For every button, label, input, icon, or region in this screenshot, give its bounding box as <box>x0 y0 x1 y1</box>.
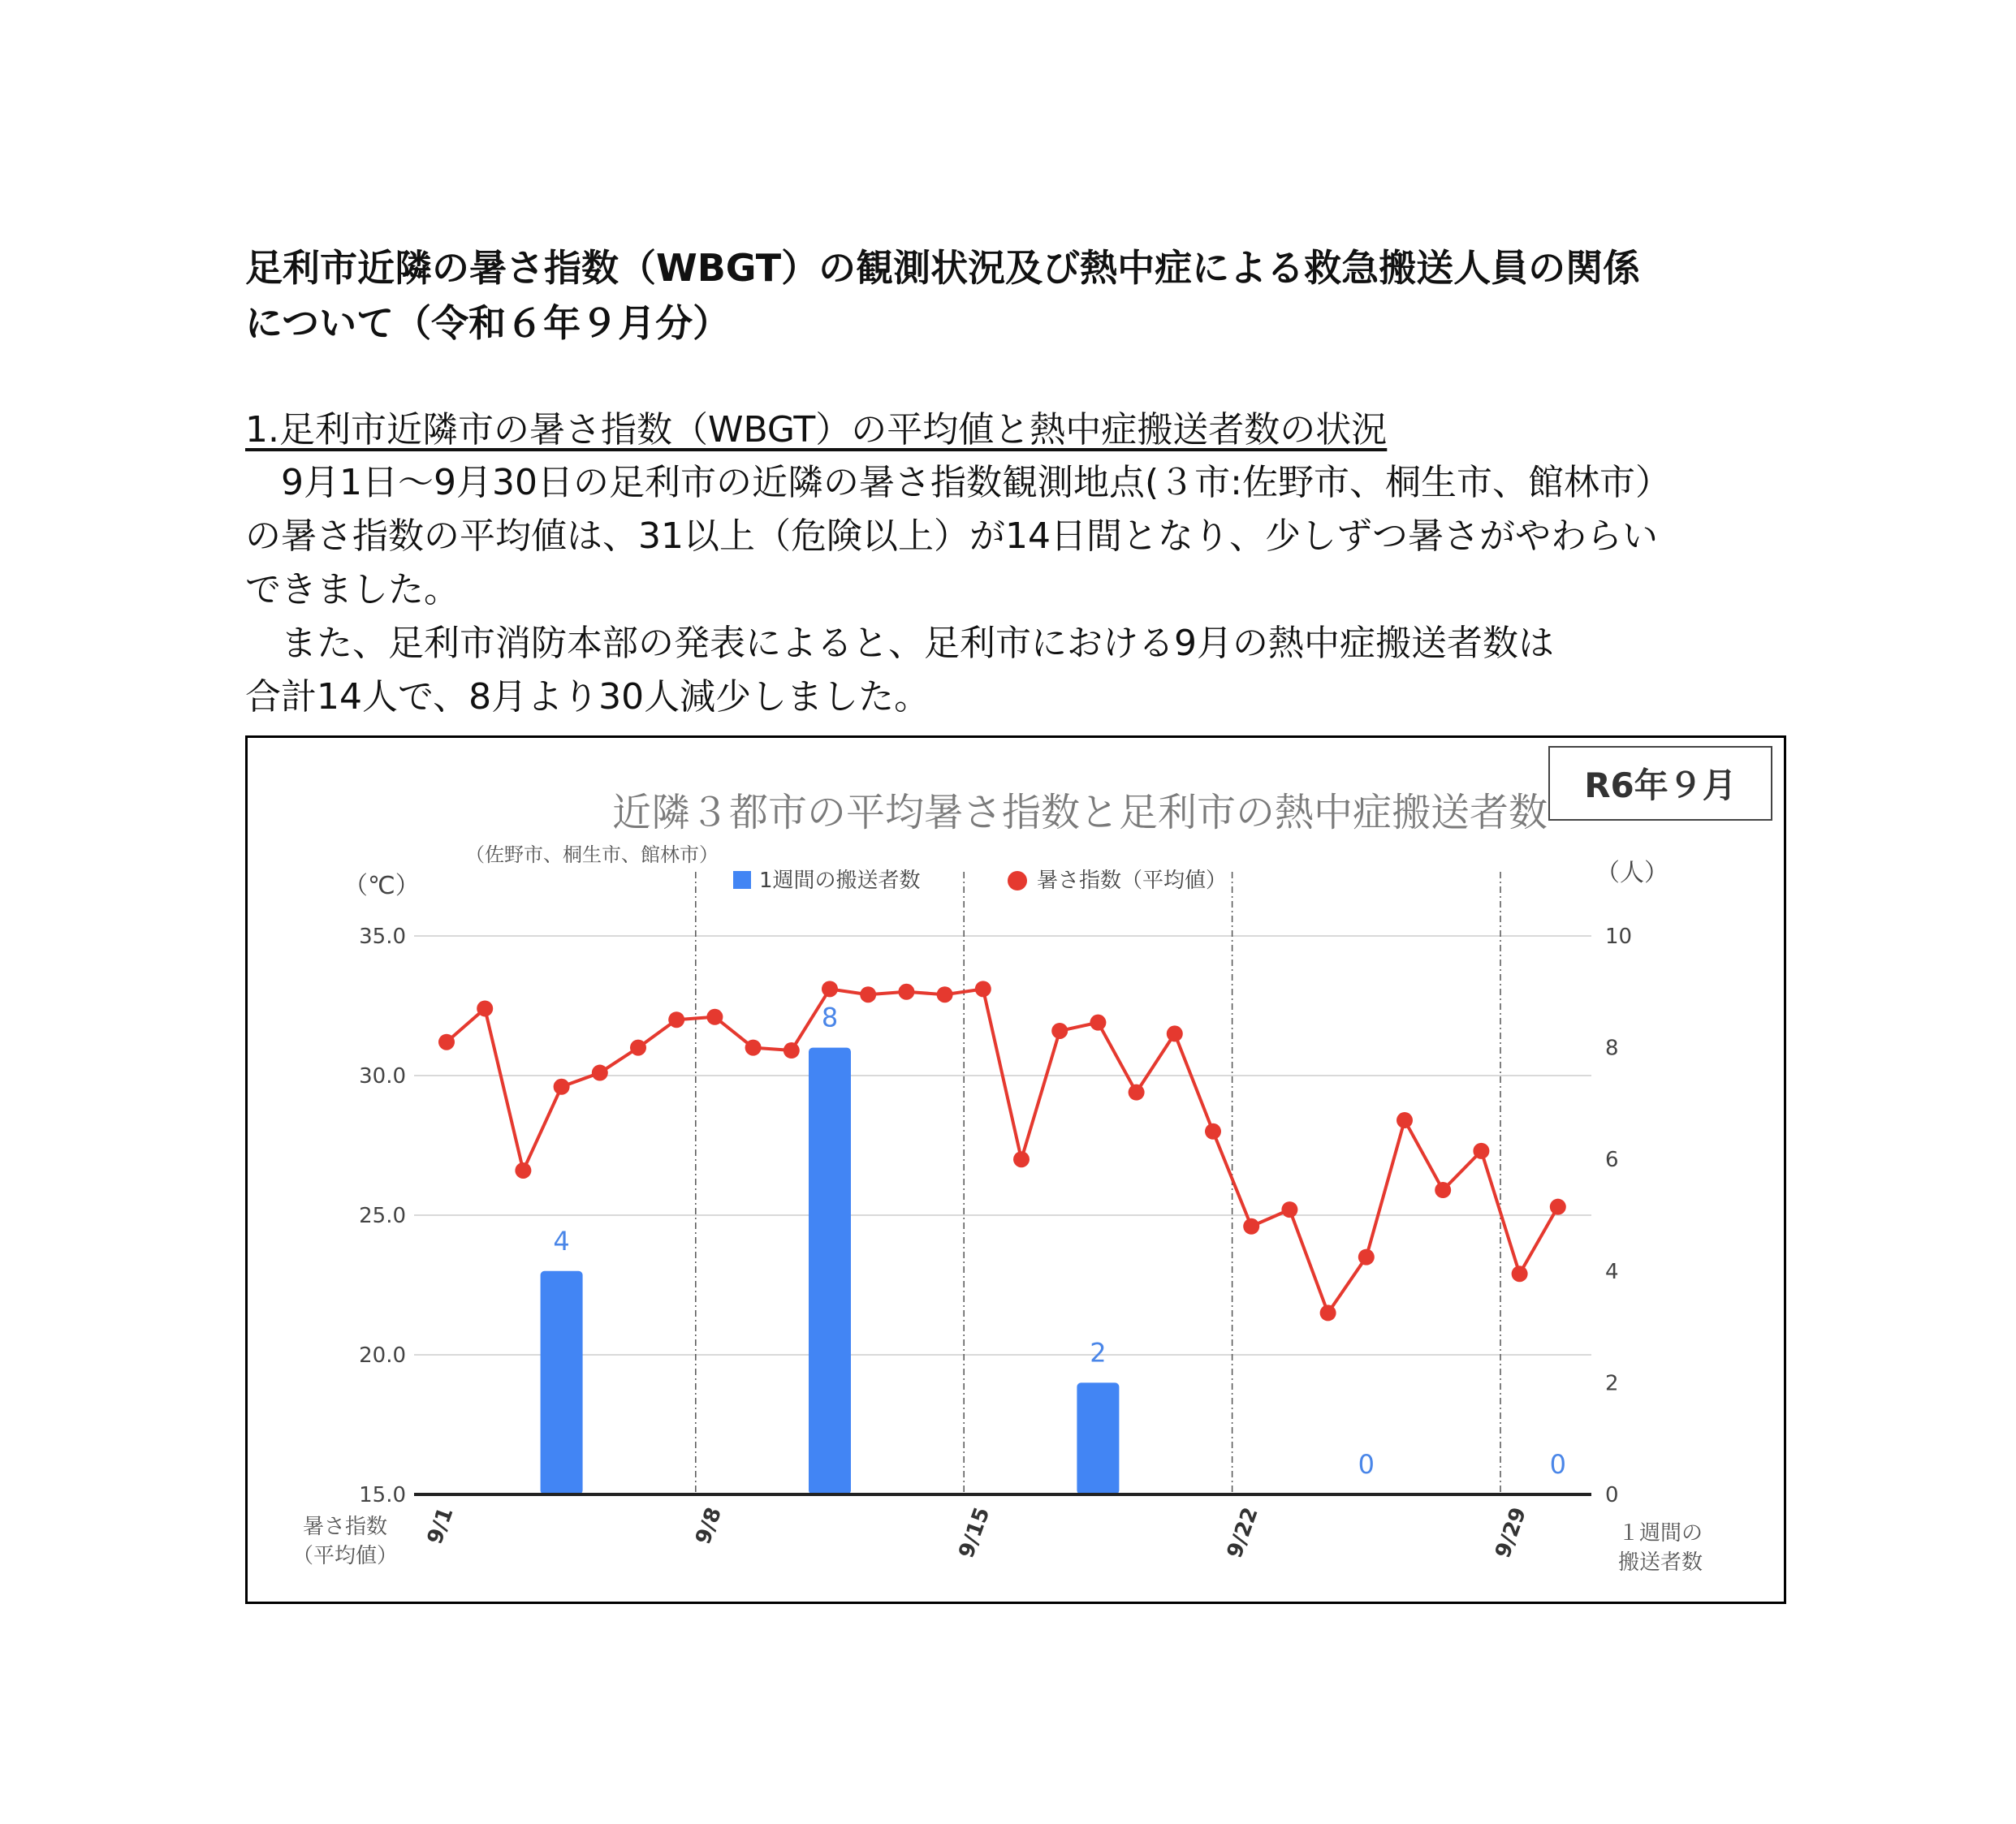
x-tick-label: 9/15 <box>954 1504 995 1562</box>
wbgt-point <box>745 1040 762 1056</box>
right-axis-label: 搬送者数 <box>1617 1550 1703 1575</box>
wbgt-point <box>1013 1151 1030 1167</box>
right-tick-label: 2 <box>1605 1371 1619 1396</box>
paragraph-line: 合計14人で、8月より30人減少しました。 <box>245 676 930 718</box>
bar-data-label: 0 <box>1358 1449 1375 1480</box>
right-tick-label: 8 <box>1605 1036 1619 1061</box>
wbgt-point <box>1358 1249 1375 1266</box>
wbgt-point <box>1320 1304 1336 1321</box>
wbgt-point <box>898 984 914 1000</box>
left-tick-label: 25.0 <box>359 1204 406 1228</box>
x-tick-label: 9/22 <box>1222 1504 1263 1562</box>
legend-bar-label: 1週間の搬送者数 <box>759 869 921 893</box>
legend-line-swatch <box>1008 871 1027 890</box>
bar-data-label: 8 <box>821 1002 839 1033</box>
left-tick-label: 30.0 <box>359 1064 406 1089</box>
document-title-line: について（令和６年９月分） <box>245 301 731 345</box>
bar-weekly-transports <box>1077 1382 1119 1494</box>
right-tick-label: 0 <box>1605 1483 1619 1507</box>
wbgt-point <box>1397 1112 1413 1128</box>
right-tick-label: 4 <box>1605 1259 1619 1284</box>
wbgt-point <box>668 1011 684 1028</box>
left-axis-unit: （℃） <box>343 872 420 900</box>
right-tick-label: 6 <box>1605 1148 1619 1173</box>
left-tick-label: 15.0 <box>359 1483 406 1507</box>
combo-chart <box>248 738 1784 1602</box>
wbgt-point <box>937 986 953 1003</box>
wbgt-point <box>1435 1182 1451 1198</box>
wbgt-point <box>477 1000 493 1016</box>
wbgt-point <box>630 1040 646 1056</box>
wbgt-point <box>1550 1199 1566 1215</box>
left-tick-label: 20.0 <box>359 1343 406 1368</box>
wbgt-point <box>1281 1201 1297 1218</box>
chart-frame <box>245 735 1786 1604</box>
right-tick-label: 10 <box>1605 925 1633 949</box>
wbgt-point <box>1512 1266 1528 1282</box>
x-tick-label: 9/1 <box>422 1504 459 1548</box>
wbgt-point <box>554 1079 570 1095</box>
wbgt-line <box>447 989 1558 1313</box>
bar-weekly-transports <box>541 1271 583 1494</box>
wbgt-point <box>784 1042 800 1059</box>
wbgt-point <box>1205 1123 1221 1140</box>
bar-data-label: 0 <box>1549 1449 1566 1480</box>
document-title-line: 足利市近隣の暑さ指数（WBGT）の観測状況及び熱中症による救急搬送人員の関係 <box>245 246 1641 290</box>
chart-title: 近隣３都市の平均暑さ指数と足利市の熱中症搬送者数 <box>611 790 1548 835</box>
x-tick-label: 9/8 <box>691 1504 727 1548</box>
legend-bar-swatch <box>733 871 751 889</box>
wbgt-point <box>706 1009 723 1025</box>
body-paragraph <box>245 456 1869 724</box>
section-heading: 1.足利市近隣市の暑さ指数（WBGT）の平均値と熱中症搬送者数の状況 <box>245 409 1388 451</box>
wbgt-point <box>860 986 876 1003</box>
bar-weekly-transports <box>809 1048 851 1494</box>
wbgt-point <box>1051 1023 1068 1039</box>
right-axis-label: １週間の <box>1617 1521 1703 1546</box>
left-tick-label: 35.0 <box>359 925 406 949</box>
chart-subtitle: （佐野市、桐生市、館林市） <box>465 843 719 866</box>
left-axis-label: （平均値） <box>291 1544 399 1568</box>
bar-data-label: 2 <box>1090 1337 1107 1369</box>
left-axis-label: 暑さ指数 <box>302 1515 388 1539</box>
wbgt-point <box>1167 1025 1183 1041</box>
wbgt-point <box>438 1034 455 1050</box>
wbgt-point <box>1473 1143 1489 1159</box>
paragraph-line: また、足利市消防本部の発表によると、足利市における9月の熱中症搬送者数は <box>245 623 1554 664</box>
right-axis-unit: （人） <box>1595 859 1668 887</box>
document-title <box>245 240 1853 351</box>
wbgt-point <box>515 1162 531 1179</box>
paragraph-line: 9月1日～9月30日の足利市の近隣の暑さ指数観測地点(３市:佐野市、桐生市、館林市） <box>245 462 1671 503</box>
wbgt-point <box>1243 1218 1259 1235</box>
wbgt-point <box>822 981 838 997</box>
paragraph-line: の暑さ指数の平均値は、31以上（危険以上）が14日間となり、少しずつ暑さがやわらい <box>245 515 1658 557</box>
wbgt-point <box>975 981 991 997</box>
bar-data-label: 4 <box>553 1225 570 1257</box>
paragraph-line: できました。 <box>245 569 460 610</box>
wbgt-point <box>592 1065 608 1081</box>
legend-line-label: 暑さ指数（平均値） <box>1037 869 1228 893</box>
period-badge: R6年９月 <box>1548 746 1772 821</box>
x-tick-label: 9/29 <box>1491 1504 1532 1562</box>
wbgt-point <box>1129 1084 1145 1101</box>
wbgt-point <box>1090 1015 1106 1031</box>
